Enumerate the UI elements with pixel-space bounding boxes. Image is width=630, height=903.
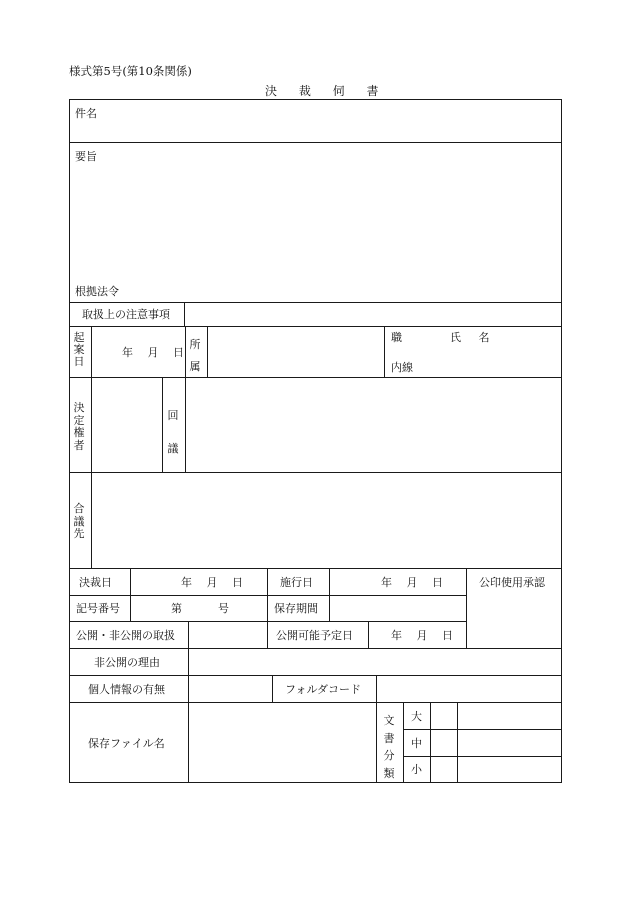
disclosure-date-value: 年 月 日 (391, 629, 453, 642)
subject-field[interactable] (70, 100, 561, 142)
retention-period-field[interactable] (330, 596, 466, 621)
subject-label: 件名 (75, 107, 97, 120)
circulation-label: 回議 (167, 409, 179, 455)
file-name-label: 保存ファイル名 (88, 737, 165, 750)
disclosure-label: 公開・非公開の取扱 (76, 629, 175, 642)
personal-info-field[interactable] (189, 676, 272, 702)
drafted-date-value: 年 月 日 (122, 346, 184, 359)
enforcement-date-label: 施行日 (280, 576, 313, 589)
nondisclosure-reason-label: 非公開の理由 (94, 656, 160, 669)
department-field[interactable] (208, 327, 384, 377)
summary-field[interactable] (70, 143, 561, 283)
drafted-date-label: 起案日 (73, 331, 85, 368)
summary-label: 要旨 (75, 150, 97, 163)
official-seal-label: 公印使用承認 (479, 576, 545, 589)
handling-notes-label: 取扱上の注意事項 (82, 308, 170, 321)
retention-period-label: 保存期間 (274, 602, 318, 615)
document-title: 決 裁 伺 書 (265, 84, 385, 98)
form-number: 様式第5号(第10条関係) (69, 64, 192, 78)
number-suffix: 号 (218, 602, 229, 615)
file-name-field[interactable] (189, 703, 376, 782)
number-prefix: 第 (171, 602, 182, 615)
disclosure-date-label: 公開可能予定日 (276, 629, 353, 642)
class-medium-label: 中 (411, 737, 422, 750)
official-seal-field[interactable] (467, 596, 561, 648)
personal-info-label: 個人情報の有無 (88, 683, 165, 696)
consultation-field[interactable] (92, 473, 561, 568)
extension-label: 内線 (391, 361, 413, 374)
enforcement-date-value: 年 月 日 (381, 576, 443, 589)
class-small-field[interactable] (431, 757, 561, 782)
class-small-label: 小 (411, 763, 422, 776)
approver-label: 決定権者 (73, 401, 85, 452)
nondisclosure-reason-field[interactable] (189, 649, 561, 675)
approver-field[interactable] (92, 378, 162, 472)
department-label: 所属 (189, 338, 201, 373)
symbol-number-label: 記号番号 (76, 602, 120, 615)
name-label: 氏 名 (450, 331, 490, 344)
legal-basis-label: 根拠法令 (75, 285, 119, 298)
position-label: 職 (391, 331, 402, 344)
handling-notes-field[interactable] (185, 303, 561, 326)
approval-date-value: 年 月 日 (181, 576, 243, 589)
folder-code-field[interactable] (377, 676, 561, 702)
disclosure-field[interactable] (189, 622, 267, 648)
approval-date-label: 決裁日 (79, 576, 112, 589)
class-medium-field[interactable] (431, 730, 561, 756)
class-large-field[interactable] (431, 703, 561, 729)
class-large-label: 大 (411, 710, 422, 723)
circulation-field[interactable] (186, 378, 561, 472)
classification-label: 文書分類 (383, 714, 395, 780)
folder-code-label: フォルダコード (285, 683, 362, 696)
consultation-label: 合議先 (73, 502, 85, 540)
